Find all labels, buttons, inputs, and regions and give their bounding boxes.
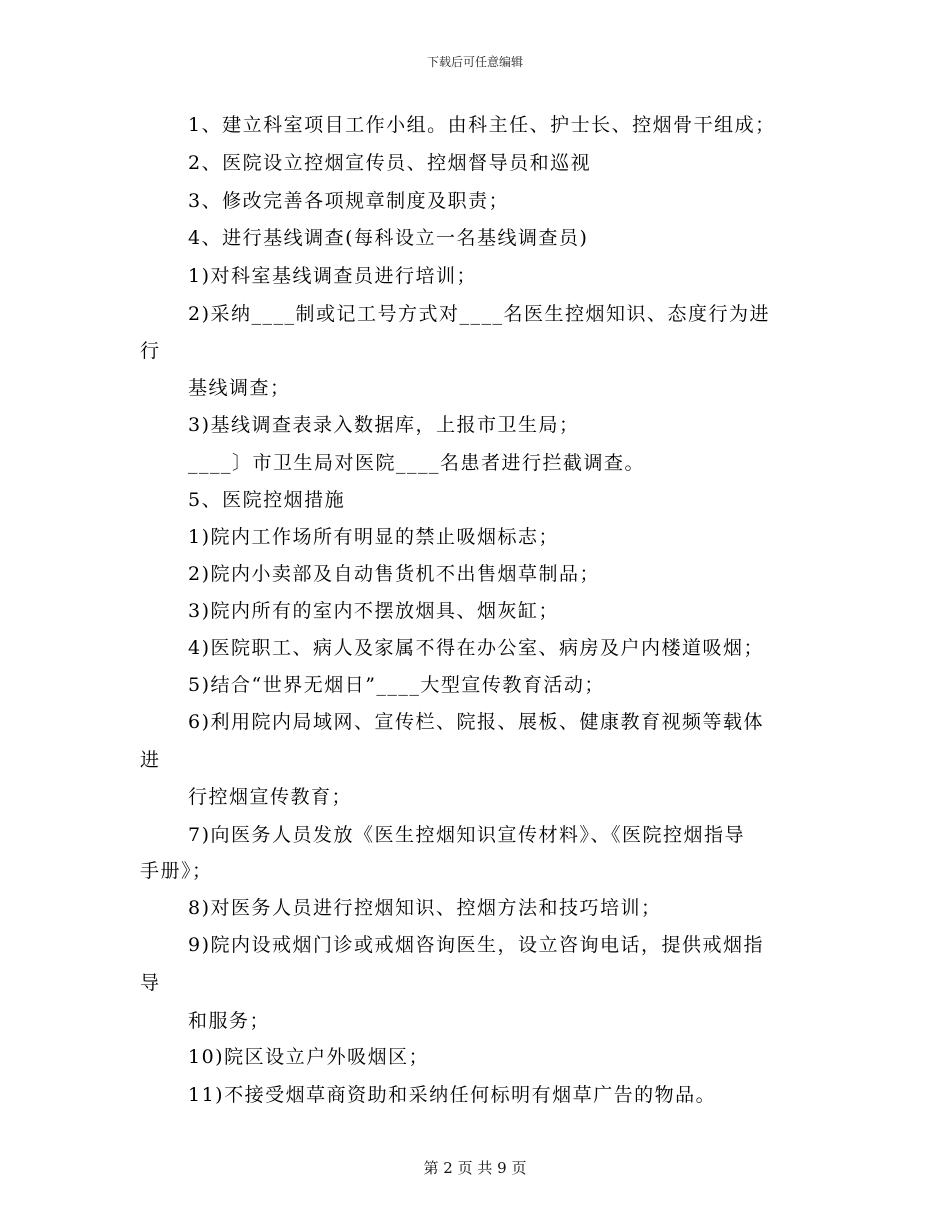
- text-line: 7)向医务人员发放《医生控烟知识宣传材料》、《医院控烟指导: [188, 824, 746, 846]
- text-line: 2、医院设立控烟宣传员、控烟督导员和巡视: [188, 152, 592, 174]
- text-line: 2)采纳____制或记工号方式对____名医生控烟知识、态度行为进: [188, 303, 771, 325]
- text-line: ____〕市卫生局对医院____名患者进行拦截调查。: [188, 452, 646, 474]
- text-line: 行: [140, 340, 161, 362]
- text-line: 5)结合“世界无烟日”____大型宣传教育活动；: [188, 674, 605, 696]
- text-line: 1)院内工作场所有明显的禁止吸烟标志；: [188, 526, 560, 548]
- text-line: 6)利用院内局域网、宣传栏、院报、展板、健康教育视频等载体: [188, 711, 765, 733]
- text-line: 8)对医务人员进行控烟知识、控烟方法和技巧培训；: [188, 897, 662, 919]
- text-line: 基线调查；: [188, 377, 291, 399]
- text-line: 3)基线调查表录入数据库，上报市卫生局；: [188, 414, 580, 436]
- text-line: 3、修改完善各项规章制度及职责；: [188, 190, 510, 212]
- text-line: 4)医院职工、病人及家属不得在办公室、病房及户内楼道吸烟；: [188, 637, 765, 659]
- text-line: 5、医院控烟措施: [188, 489, 346, 511]
- text-line: 4、进行基线调查(每科设立一名基线调查员): [188, 227, 589, 249]
- text-line: 11)不接受烟草商资助和采纳任何标明有烟草广告的物品。: [188, 1084, 717, 1106]
- text-line: 导: [140, 972, 161, 994]
- page-header-note: 下载后可任意编辑: [426, 55, 523, 69]
- text-line: 3)院内所有的室内不摆放烟具、烟灰缸；: [188, 600, 560, 622]
- text-line: 行控烟宣传教育；: [188, 786, 353, 808]
- text-line: 1)对科室基线调查员进行培训；: [188, 265, 478, 287]
- text-line: 2)院内小卖部及自动售货机不出售烟草制品；: [188, 563, 601, 585]
- text-line: 手册》；: [140, 860, 213, 882]
- text-line: 进: [140, 749, 161, 771]
- text-line: 9)院内设戒烟门诊或戒烟咨询医生，设立咨询电话，提供戒烟指: [188, 934, 765, 956]
- text-line: 和服务；: [188, 1010, 271, 1032]
- text-line: 1、建立科室项目工作小组。由科主任、护士长、控烟骨干组成；: [188, 114, 776, 136]
- page-number-footer: 第 2 页 共 9 页: [423, 1159, 527, 1177]
- text-line: 10)院区设立户外吸烟区；: [188, 1046, 430, 1068]
